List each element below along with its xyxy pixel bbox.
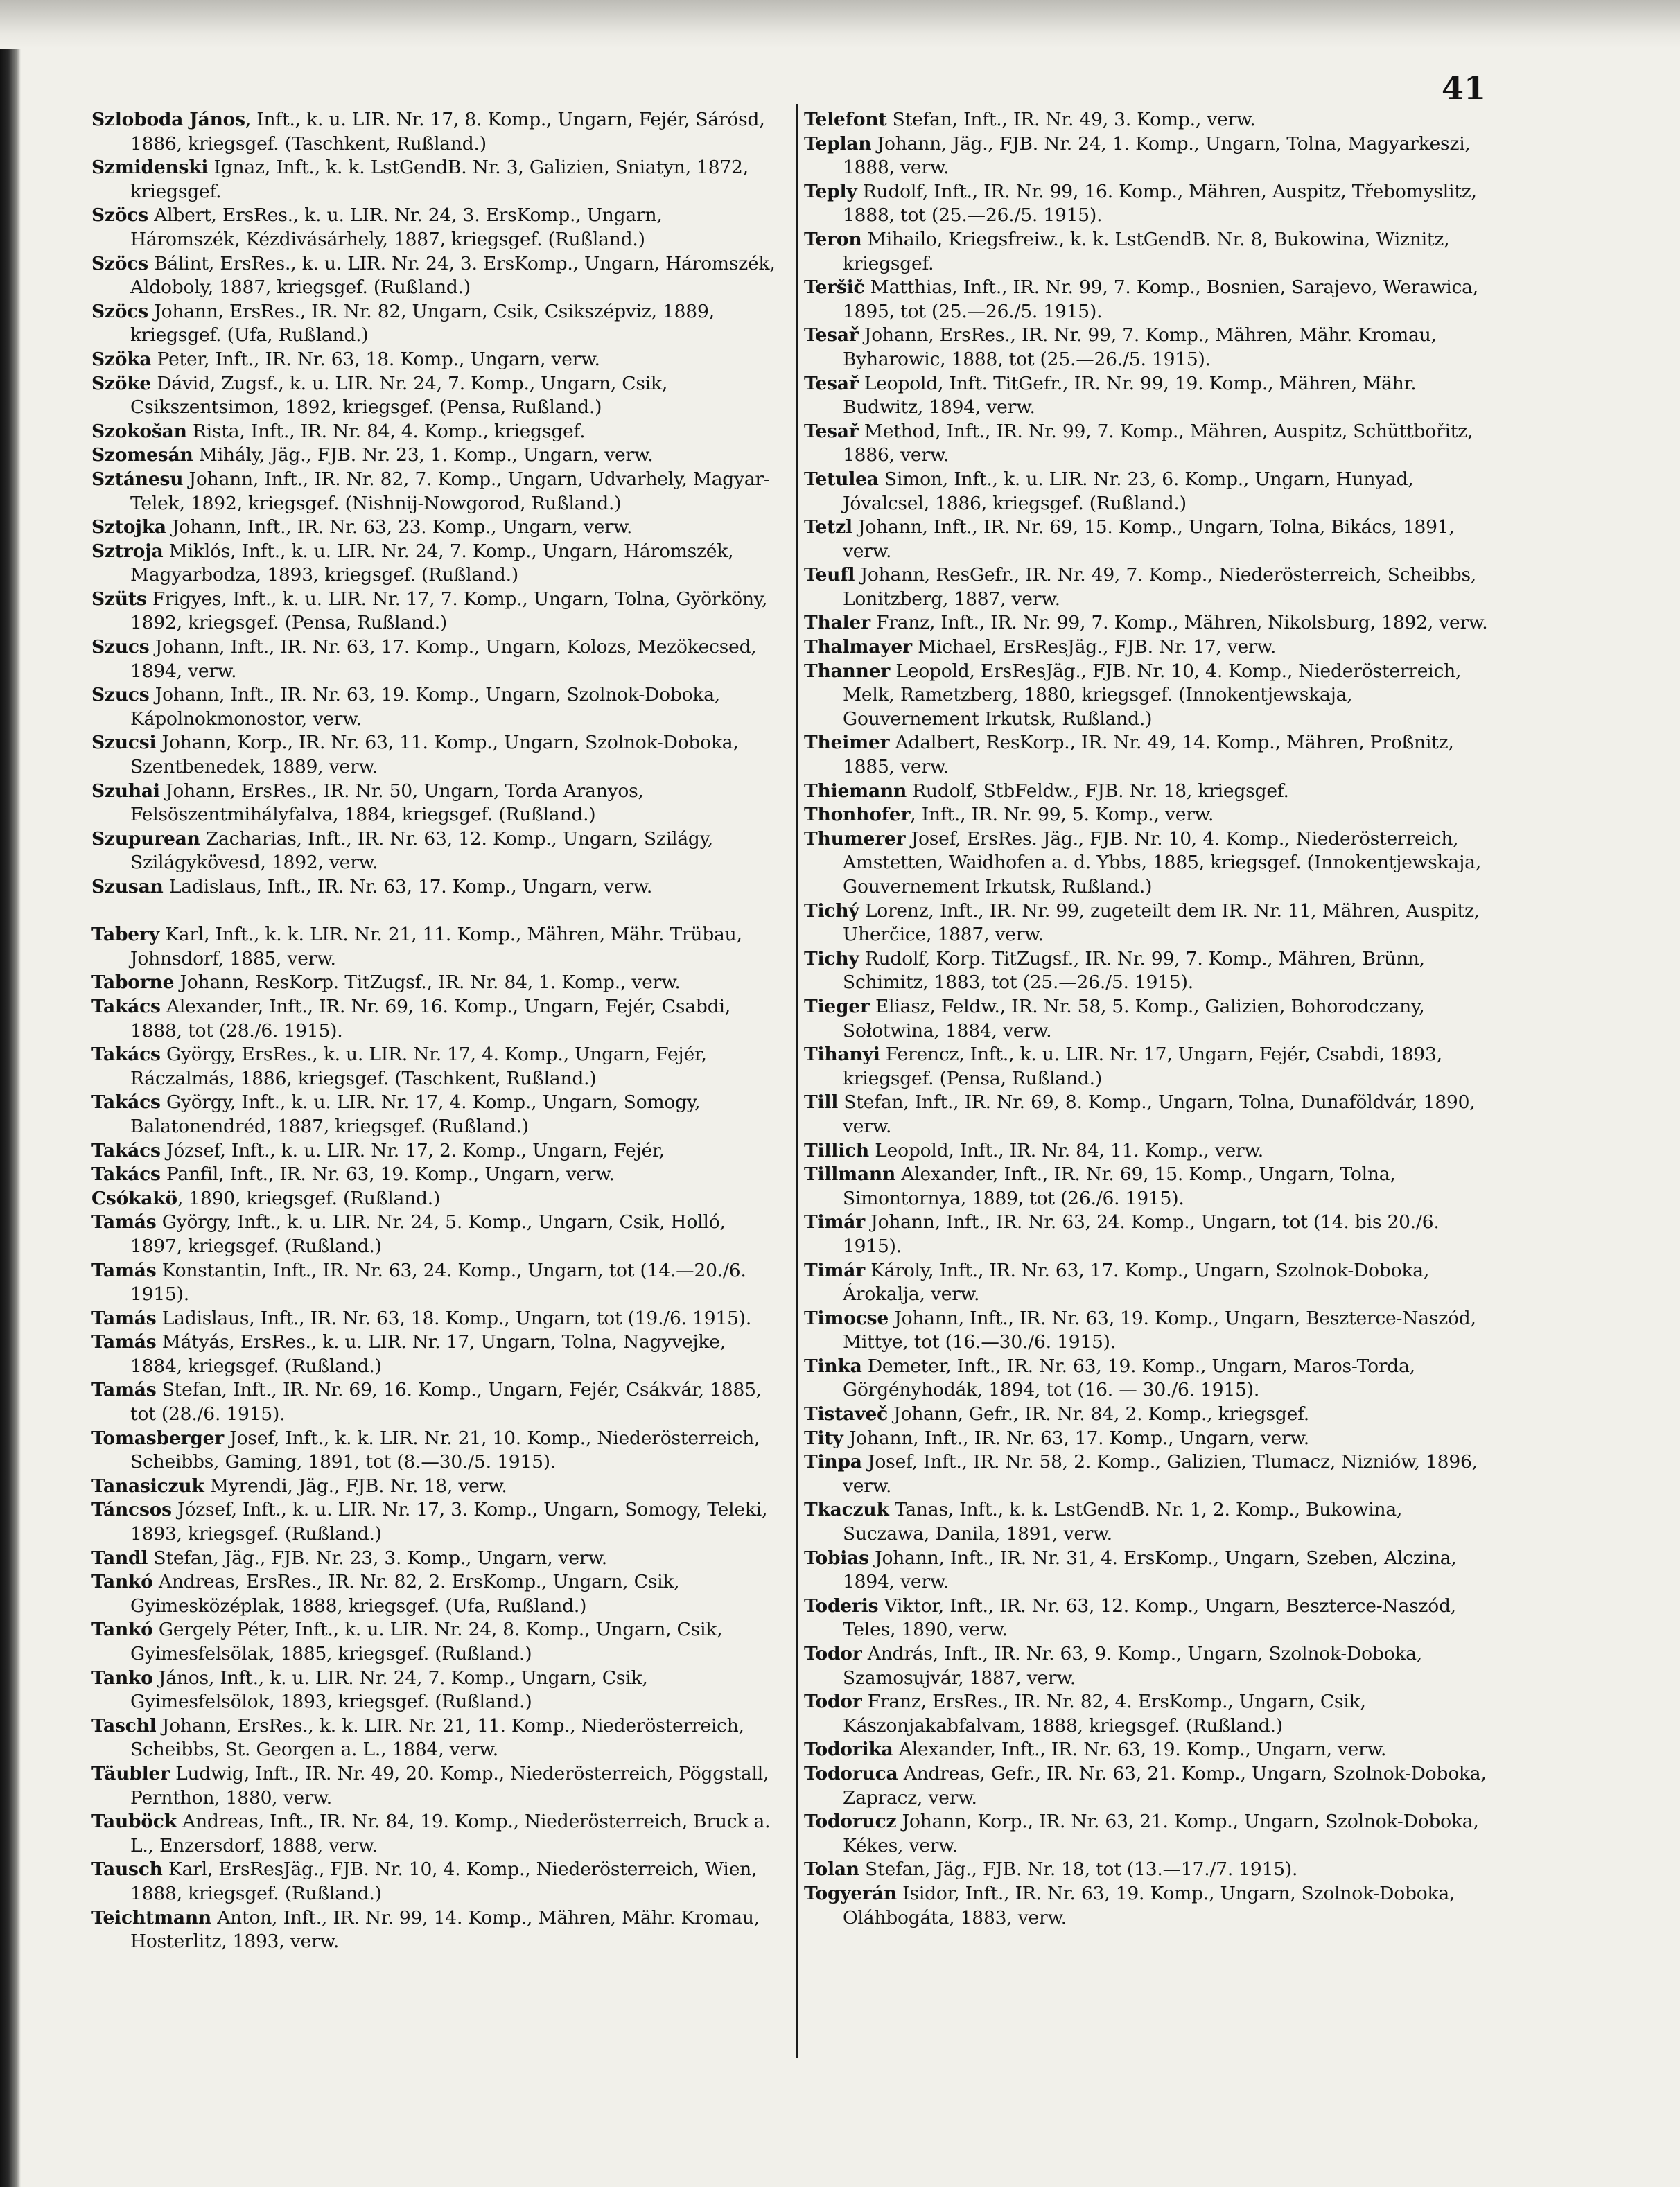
entry-details: Karl, Inft., k. k. LIR. Nr. 21, 11. Komp., Mähren, Mähr. Trübau, Johnsdorf, 1885, verw. — [130, 924, 742, 969]
entry-surname: Todorucz — [804, 1811, 897, 1833]
entry-surname: Takács — [91, 1044, 161, 1066]
entry-details: Viktor, Inft., IR. Nr. 63, 12. Komp., Ungarn, Beszterce-Naszód, Teles, 1890, verw. — [843, 1595, 1457, 1641]
entry-details: Johann, Inft., IR. Nr. 31, 4. ErsKomp., Ungarn, Szeben, Alczina, 1894, verw. — [843, 1547, 1457, 1593]
entry-details: Johann, Jäg., FJB. Nr. 24, 1. Komp., Ungarn, Tolna, Magyarkeszi, 1888, verw. — [843, 132, 1471, 179]
register-entry — [91, 252, 778, 300]
register-entry — [91, 1810, 778, 1858]
register-entry — [804, 731, 1490, 779]
register-entry — [91, 635, 778, 683]
entry-details: , Inft., IR. Nr. 99, 5. Komp., verw. — [910, 804, 1214, 826]
register-entry — [804, 947, 1490, 995]
entry-surname: Szupurean — [91, 827, 200, 850]
entry-surname: Teichtmann — [91, 1906, 211, 1929]
entry-surname: Thaler — [804, 612, 870, 634]
entry-surname: Toderis — [804, 1595, 879, 1617]
entry-surname: Teufl — [804, 564, 855, 586]
entry-details: Isidor, Inft., IR. Nr. 63, 19. Komp., Ungarn, Szolnok-Doboka, Oláhbogáta, 1883, verw. — [843, 1882, 1455, 1929]
entry-details: Myrendi, Jäg., FJB. Nr. 18, verw. — [204, 1475, 507, 1497]
register-entry — [91, 1163, 778, 1187]
entry-details: Leopold, Inft., IR. Nr. 84, 11. Komp., verw. — [869, 1139, 1264, 1161]
entry-surname: Szucs — [91, 636, 150, 658]
entry-surname: Tanasiczuk — [91, 1475, 204, 1497]
register-entry — [91, 516, 778, 540]
register-entry — [804, 1498, 1490, 1546]
register-entry — [804, 827, 1490, 899]
entry-details: György, ErsRes., k. u. LIR. Nr. 17, 4. Komp., Ungarn, Fejér, Ráczalmás, 1886, kriegsgef. (Taschkent, Rußland.) — [130, 1044, 707, 1089]
page-number: 41 — [1442, 69, 1487, 107]
entry-details: Josef, ErsRes. Jäg., FJB. Nr. 10, 4. Komp., Niederösterreich, Amstetten, Waidhofen a. d. Ybbs, 1885, kriegsgef. (Innokentjewskaja, Gouvernement Irkutsk, Rußland.) — [843, 827, 1481, 897]
entry-details: Rudolf, Korp. TitZugsf., IR. Nr. 99, 7. Komp., Mähren, Brünn, Schimitz, 1883, tot (25.—26./5. 1915). — [843, 947, 1426, 994]
entry-surname: Tamás — [91, 1379, 157, 1401]
entry-details: Alexander, Inft., IR. Nr. 69, 16. Komp., Ungarn, Fejér, Csabdi, 1888, tot (28./6. 1915). — [130, 995, 730, 1042]
entry-details: Rudolf, Inft., IR. Nr. 99, 16. Komp., Mähren, Auspitz, Třebomyslitz, 1888, tot (25.—26./5. 1915). — [843, 180, 1477, 227]
register-entry — [91, 1570, 778, 1618]
entry-surname: Tkaczuk — [804, 1499, 889, 1521]
register-entry — [91, 300, 778, 348]
page-binding-shadow — [0, 0, 21, 2187]
entry-surname: Todorika — [804, 1739, 893, 1761]
entry-details: Andreas, Inft., IR. Nr. 84, 19. Komp., Niederösterreich, Bruck a. L., Enzersdorf, 1888, verw. — [130, 1811, 771, 1856]
entry-surname: Thiemann — [804, 780, 907, 802]
entry-details: Ludwig, Inft., IR. Nr. 49, 20. Komp., Niederösterreich, Pöggstall, Pernthon, 1880, verw. — [130, 1762, 769, 1809]
register-entry — [91, 1667, 778, 1714]
entry-surname: Tesař — [804, 372, 859, 394]
register-entry — [91, 1906, 778, 1954]
register-entry — [91, 1187, 778, 1211]
register-entry — [804, 108, 1490, 132]
page-top-shadow — [0, 0, 1680, 49]
entry-details: Miklós, Inft., k. u. LIR. Nr. 24, 7. Komp., Ungarn, Háromszék, Magyarbodza, 1893, kriegsgef. (Rußland.) — [130, 540, 734, 586]
register-entry — [91, 1762, 778, 1810]
entry-surname: Tichý — [804, 899, 859, 922]
entry-surname: Todor — [804, 1691, 862, 1713]
entry-details: Stefan, Inft., IR. Nr. 69, 8. Komp., Ungarn, Tolna, Dunaföldvár, 1890, verw. — [838, 1091, 1476, 1137]
entry-surname: Täubler — [91, 1762, 170, 1784]
entry-surname: Tanko — [91, 1667, 153, 1689]
entry-details: Michael, ErsResJäg., FJB. Nr. 17, verw. — [911, 636, 1277, 658]
entry-surname: Teron — [804, 228, 862, 250]
column-divider — [796, 104, 798, 2058]
entry-details: Johann, Inft., IR. Nr. 63, 19. Komp., Ungarn, Beszterce-Naszód, Mittye, tot (16.—30./6. 1915). — [843, 1307, 1476, 1353]
entry-details: Johann, Korp., IR. Nr. 63, 11. Komp., Ungarn, Szolnok-Doboka, Szentbenedek, 1889, verw. — [130, 732, 739, 778]
entry-details: György, Inft., k. u. LIR. Nr. 24, 5. Komp., Ungarn, Csik, Holló, 1897, kriegsgef. (Rußland.) — [130, 1211, 726, 1257]
register-entry — [91, 1475, 778, 1499]
register-entry — [91, 995, 778, 1043]
entry-surname: Szloboda János — [91, 109, 245, 130]
entry-surname: Szüts — [91, 588, 147, 610]
register-entry — [804, 420, 1490, 468]
register-entry — [91, 875, 778, 899]
register-entry — [91, 827, 778, 875]
entry-surname: Sztánesu — [91, 468, 184, 490]
register-entry — [804, 1738, 1490, 1762]
register-entry — [91, 1427, 778, 1475]
register-entry — [804, 1403, 1490, 1427]
register-entry — [804, 1810, 1490, 1858]
entry-surname: Tesař — [804, 420, 859, 442]
entry-surname: Tillich — [804, 1139, 869, 1161]
entry-details: Ladislaus, Inft., IR. Nr. 63, 17. Komp., Ungarn, verw. — [163, 876, 653, 897]
register-entry — [91, 1547, 778, 1571]
entry-details: Josef, Inft., IR. Nr. 58, 2. Komp., Galizien, Tlumacz, Nizniów, 1896, verw. — [843, 1451, 1478, 1497]
register-entry — [91, 468, 778, 516]
entry-surname: Szöcs — [91, 252, 148, 274]
entry-surname: Szucs — [91, 684, 150, 706]
entry-surname: Takács — [91, 995, 161, 1017]
entry-details: Andreas, ErsRes., IR. Nr. 82, 2. ErsKomp., Ungarn, Csik, Gyimesközéplak, 1888, kriegsgef. (Ufa, Rußland.) — [130, 1571, 680, 1617]
entry-surname: Tieger — [804, 995, 870, 1017]
register-entry — [804, 635, 1490, 660]
entry-details: Karl, ErsResJäg., FJB. Nr. 10, 4. Komp., Niederösterreich, Wien, 1888, kriegsgef. (Rußland.) — [130, 1859, 758, 1904]
register-entry — [804, 1259, 1490, 1307]
register-entry — [804, 132, 1490, 180]
entry-details: Lorenz, Inft., IR. Nr. 99, zugeteilt dem IR. Nr. 11, Mähren, Auspitz, Uherčice, 1887, verw. — [843, 899, 1480, 946]
entry-details: Peter, Inft., IR. Nr. 63, 18. Komp., Ungarn, verw. — [151, 348, 600, 370]
entry-surname: Tistaveč — [804, 1403, 888, 1425]
entry-surname: Szusan — [91, 876, 164, 897]
entry-details: Leopold, Inft. TitGefr., IR. Nr. 99, 19. Komp., Mähren, Mähr. Budwitz, 1894, verw. — [843, 372, 1417, 419]
register-entry — [91, 683, 778, 731]
register-entry — [804, 1642, 1490, 1690]
entry-surname: Tobias — [804, 1547, 869, 1569]
register-entry — [804, 1882, 1490, 1930]
register-entry — [91, 204, 778, 252]
register-entry — [804, 516, 1490, 563]
entry-surname: Todoruca — [804, 1762, 898, 1784]
entry-details: József, Inft., k. u. LIR. Nr. 17, 3. Komp., Ungarn, Somogy, Teleki, 1893, kriegsgef. (Rußland.) — [130, 1499, 768, 1545]
register-entry — [91, 1330, 778, 1378]
entry-details: Adalbert, ResKorp., IR. Nr. 49, 14. Komp., Mähren, Proßnitz, 1885, verw. — [843, 732, 1454, 778]
register-entry — [804, 324, 1490, 371]
entry-surname: Taschl — [91, 1714, 157, 1737]
entry-details: Johann, ErsRes., k. k. LIR. Nr. 21, 11. Komp., Niederösterreich, Scheibbs, St. Georgen a. L., 1884, verw. — [130, 1714, 744, 1761]
entry-surname: Till — [804, 1091, 839, 1114]
entry-surname: Tihanyi — [804, 1044, 880, 1066]
entry-details: János, Inft., k. u. LIR. Nr. 24, 7. Komp., Ungarn, Csik, Gyimesfelsölok, 1893, kriegsgef. (Rußland.) — [130, 1667, 648, 1713]
entry-details: Albert, ErsRes., k. u. LIR. Nr. 24, 3. ErsKomp., Ungarn, Háromszék, Kézdivásárhely, 1887, kriegsgef. (Rußland.) — [130, 204, 663, 250]
entry-details: Johann, Inft., IR. Nr. 63, 17. Komp., Ungarn, verw. — [843, 1427, 1309, 1449]
entry-details: Leopold, ErsResJäg., FJB. Nr. 10, 4. Komp., Niederösterreich, Melk, Rametzberg, 1880, kriegsgef. (Innokentjewskaja, Gouvernement Irkutsk, Rußland.) — [843, 660, 1462, 730]
register-entry — [91, 540, 778, 588]
entry-details: Tanas, Inft., k. k. LstGendB. Nr. 1, 2. Komp., Bukowina, Suczawa, Danila, 1891, verw. — [843, 1499, 1403, 1545]
entry-details: Mihály, Jäg., FJB. Nr. 23, 1. Komp., Ungarn, verw. — [193, 444, 654, 466]
entry-details: Demeter, Inft., IR. Nr. 63, 19. Komp., Ungarn, Maros-Torda, Görgényhodák, 1894, tot (16. — 30./6. 1915). — [843, 1355, 1415, 1401]
entry-details: Bálint, ErsRes., k. u. LIR. Nr. 24, 3. ErsKomp., Ungarn, Háromszék, Aldoboly, 1887, kriegsgef. (Rußland.) — [130, 252, 776, 299]
register-entry — [804, 1595, 1490, 1642]
entry-details: Johann, ErsRes., IR. Nr. 82, Ungarn, Csik, Csikszépviz, 1889, kriegsgef. (Ufa, Rußland.) — [130, 300, 715, 346]
register-entry — [804, 780, 1490, 804]
register-entry — [804, 1307, 1490, 1355]
entry-details: Johann, ErsRes., IR. Nr. 99, 7. Komp., Mähren, Mähr. Kromau, Byharowic, 1888, tot (25.—26./5. 1915). — [843, 324, 1437, 370]
entry-details: Johann, Gefr., IR. Nr. 84, 2. Komp., kriegsgef. — [887, 1403, 1309, 1425]
entry-details: Alexander, Inft., IR. Nr. 69, 15. Komp., Ungarn, Tolna, Simontornya, 1889, tot (26./6. 1915). — [843, 1163, 1396, 1209]
register-entry — [91, 1618, 778, 1666]
entry-details: Johann, Inft., IR. Nr. 63, 17. Komp., Ungarn, Kolozs, Mezökecsed, 1894, verw. — [130, 636, 757, 682]
register-entry — [91, 372, 778, 420]
entry-surname: Szöcs — [91, 300, 148, 322]
register-entry — [804, 803, 1490, 827]
register-entry — [804, 372, 1490, 420]
register-entry — [91, 1211, 778, 1258]
entry-details: Ferencz, Inft., k. u. LIR. Nr. 17, Ungarn, Fejér, Csabdi, 1893, kriegsgef. (Pensa, Rußland.) — [843, 1044, 1442, 1089]
entry-surname: Tamás — [91, 1307, 157, 1329]
entry-surname: Táncsos — [91, 1499, 172, 1521]
register-entry — [91, 348, 778, 372]
register-entry — [804, 1355, 1490, 1403]
entry-surname: Tolan — [804, 1859, 859, 1881]
left-column — [91, 108, 778, 1954]
entry-details: , Inft., k. u. LIR. Nr. 17, 8. Komp., Ungarn, Fejér, Sárósd, 1886, kriegsgef. (Taschkent, Rußland.) — [130, 109, 765, 155]
register-entry — [91, 108, 778, 156]
register-entry — [804, 1091, 1490, 1139]
register-entry — [804, 1762, 1490, 1810]
entry-details: Dávid, Zugsf., k. u. LIR. Nr. 24, 7. Komp., Ungarn, Csik, Csikszentsimon, 1892, kriegsgef. (Pensa, Rußland.) — [130, 372, 668, 419]
entry-surname: Timár — [804, 1211, 865, 1233]
register-entry — [804, 1139, 1490, 1163]
entry-details: Johann, Inft., IR. Nr. 63, 23. Komp., Ungarn, verw. — [166, 516, 633, 538]
entry-details: Eliasz, Feldw., IR. Nr. 58, 5. Komp., Galizien, Bohorodczany, Sołotwina, 1884, verw. — [843, 995, 1425, 1042]
register-entry — [91, 780, 778, 827]
entry-details: Johann, ErsRes., IR. Nr. 50, Ungarn, Torda Aranyos, Felsöszentmihályfalva, 1884, kriegsgef. (Rußland.) — [130, 780, 644, 826]
entry-surname: Szokošan — [91, 420, 187, 442]
entry-details: Johann, Korp., IR. Nr. 63, 21. Komp., Ungarn, Szolnok-Doboka, Kékes, verw. — [843, 1811, 1479, 1856]
register-entry — [804, 1858, 1490, 1882]
entry-details: Konstantin, Inft., IR. Nr. 63, 24. Komp., Ungarn, tot (14.—20./6. 1915). — [130, 1259, 746, 1306]
entry-surname: Tichy — [804, 947, 859, 969]
entry-surname: Tetulea — [804, 468, 879, 490]
register-entry — [804, 1450, 1490, 1498]
entry-details: Panfil, Inft., IR. Nr. 63, 19. Komp., Ungarn, verw. — [160, 1163, 615, 1186]
entry-details: Stefan, Jäg., FJB. Nr. 23, 3. Komp., Ungarn, verw. — [148, 1547, 607, 1569]
entry-surname: Teply — [804, 180, 857, 202]
entry-surname: Thanner — [804, 660, 891, 682]
entry-surname: Tamás — [91, 1259, 157, 1281]
entry-surname: Szmidenski — [91, 157, 209, 179]
register-entry — [804, 1690, 1490, 1738]
register-entry — [91, 971, 778, 995]
register-entry — [91, 443, 778, 468]
register-entry — [91, 1858, 778, 1906]
register-entry — [804, 995, 1490, 1043]
entry-surname: Thonhofer — [804, 804, 911, 826]
entry-surname: Tillmann — [804, 1163, 896, 1186]
entry-details: Josef, Inft., k. k. LIR. Nr. 21, 10. Komp., Niederösterreich, Scheibbs, Gaming, 1891, tot (8.—30./5. 1915). — [130, 1427, 760, 1473]
entry-details: Alexander, Inft., IR. Nr. 63, 19. Komp., Ungarn, verw. — [893, 1739, 1387, 1761]
entry-details: Johann, Inft., IR. Nr. 82, 7. Komp., Ungarn, Udvarhely, Magyar-Telek, 1892, kriegsgef. (Nishnij-Nowgorod, Rußland.) — [130, 468, 770, 514]
register-entry — [804, 1211, 1490, 1258]
entry-surname: Teršič — [804, 276, 865, 299]
entry-gap — [91, 899, 778, 924]
register-entry — [91, 1139, 778, 1163]
entry-surname: Timár — [804, 1259, 865, 1281]
entry-surname: Szucsi — [91, 732, 157, 754]
entry-surname: Takács — [91, 1091, 161, 1114]
entry-surname: Tinpa — [804, 1451, 862, 1473]
entry-details: Károly, Inft., IR. Nr. 63, 17. Komp., Ungarn, Szolnok-Doboka, Árokalja, verw. — [843, 1259, 1430, 1306]
entry-details: Gergely Péter, Inft., k. u. LIR. Nr. 24, 8. Komp., Ungarn, Csik, Gyimesfelsölak, 1885, kriegsgef. (Rußland.) — [130, 1619, 723, 1665]
entry-surname: Takács — [91, 1163, 161, 1186]
entry-surname: Togyerán — [804, 1882, 897, 1904]
entry-details: Johann, ResGefr., IR. Nr. 49, 7. Komp., Niederösterreich, Scheibbs, Lonitzberg, 1887, verw. — [843, 564, 1477, 610]
entry-surname: Thalmayer — [804, 636, 912, 658]
entry-details: Mihailo, Kriegsfreiw., k. k. LstGendB. Nr. 8, Bukowina, Wiznitz, kriegsgef. — [843, 228, 1450, 274]
entry-surname: Tandl — [91, 1547, 148, 1569]
entry-surname: Tinka — [804, 1355, 862, 1377]
entry-details: Andreas, Gefr., IR. Nr. 63, 21. Komp., Ungarn, Szolnok-Doboka, Zapracz, verw. — [843, 1762, 1487, 1809]
entry-details: József, Inft., k. u. LIR. Nr. 17, 2. Komp., Ungarn, Fejér, — [160, 1139, 665, 1161]
entry-details: Franz, Inft., IR. Nr. 99, 7. Komp., Mähren, Nikolsburg, 1892, verw. — [870, 612, 1488, 634]
register-entry — [804, 468, 1490, 516]
entry-details: Mátyás, ErsRes., k. u. LIR. Nr. 17, Ungarn, Tolna, Nagyvejke, 1884, kriegsgef. (Rußland.) — [130, 1331, 726, 1377]
entry-surname: Tity — [804, 1427, 843, 1449]
entry-surname: Telefont — [804, 109, 887, 130]
entry-details: Frigyes, Inft., k. u. LIR. Nr. 17, 7. Komp., Ungarn, Tolna, Györköny, 1892, kriegsgef. (Pensa, Rußland.) — [130, 588, 768, 634]
entry-details: Simon, Inft., k. u. LIR. Nr. 23, 6. Komp., Ungarn, Hunyad, Jóvalcsel, 1886, kriegsgef. (Rußland.) — [843, 468, 1414, 514]
register-entry — [91, 1714, 778, 1762]
entry-details: András, Inft., IR. Nr. 63, 9. Komp., Ungarn, Szolnok-Doboka, Szamosujvár, 1887, verw. — [843, 1643, 1423, 1689]
entry-surname: Tetzl — [804, 516, 852, 538]
register-entry — [804, 228, 1490, 276]
entry-surname: Tabery — [91, 924, 159, 946]
register-entry — [91, 420, 778, 444]
register-entry — [804, 611, 1490, 635]
entry-surname: Szuhai — [91, 780, 160, 802]
register-entry — [804, 1163, 1490, 1211]
right-column — [804, 108, 1490, 1930]
register-entry — [91, 1498, 778, 1546]
entry-details: Johann, Inft., IR. Nr. 69, 15. Komp., Ungarn, Tolna, Bikács, 1891, verw. — [843, 516, 1455, 562]
register-entry — [804, 660, 1490, 732]
register-entry — [91, 1043, 778, 1091]
register-entry — [804, 899, 1490, 947]
register-entry — [91, 923, 778, 971]
entry-surname: Teplan — [804, 132, 872, 155]
register-entry — [91, 1091, 778, 1139]
register-entry — [804, 1427, 1490, 1451]
entry-details: Rudolf, StbFeldw., FJB. Nr. 18, kriegsgef. — [907, 780, 1289, 802]
entry-surname: Tesař — [804, 324, 859, 346]
entry-details: Johann, ResKorp. TitZugsf., IR. Nr. 84, 1. Komp., verw. — [174, 972, 681, 994]
entry-details: Rista, Inft., IR. Nr. 84, 4. Komp., kriegsgef. — [186, 420, 586, 442]
register-entry — [91, 1378, 778, 1426]
entry-surname: Takács — [91, 1139, 161, 1161]
register-entry — [804, 563, 1490, 611]
register-entry — [804, 180, 1490, 228]
entry-surname: Tamás — [91, 1331, 157, 1353]
entry-surname: Tamás — [91, 1211, 157, 1233]
entry-surname: Todor — [804, 1643, 862, 1665]
entry-surname: Szomesán — [91, 444, 193, 466]
entry-surname: Theimer — [804, 732, 890, 754]
entry-surname: Sztojka — [91, 516, 166, 538]
entry-details: Ladislaus, Inft., IR. Nr. 63, 18. Komp., Ungarn, tot (19./6. 1915). — [156, 1307, 752, 1329]
register-entry — [91, 1259, 778, 1307]
entry-surname: Tauböck — [91, 1811, 177, 1833]
register-entry — [804, 1547, 1490, 1595]
register-entry — [91, 156, 778, 204]
entry-surname: Taborne — [91, 972, 175, 994]
register-entry — [91, 588, 778, 635]
entry-details: Anton, Inft., IR. Nr. 99, 14. Komp., Mähren, Mähr. Kromau, Hosterlitz, 1893, verw. — [130, 1906, 760, 1953]
entry-details: Matthias, Inft., IR. Nr. 99, 7. Komp., Bosnien, Sarajevo, Werawica, 1895, tot (25.—26./5. 1915). — [843, 276, 1478, 322]
entry-details: Ignaz, Inft., k. k. LstGendB. Nr. 3, Galizien, Sniatyn, 1872, kriegsgef. — [130, 157, 749, 202]
entry-surname: Thumerer — [804, 827, 906, 850]
entry-details: Stefan, Jäg., FJB. Nr. 18, tot (13.—17./7. 1915). — [859, 1859, 1298, 1881]
entry-details: Johann, Inft., IR. Nr. 63, 24. Komp., Ungarn, tot (14. bis 20./6. 1915). — [843, 1211, 1440, 1257]
entry-surname: Tankó — [91, 1571, 153, 1593]
entry-details: Franz, ErsRes., IR. Nr. 82, 4. ErsKomp., Ungarn, Csik, Kászonjakabfalvam, 1888, kriegsgef. (Rußland.) — [843, 1691, 1366, 1737]
entry-surname: Csókakö — [91, 1187, 177, 1209]
register-entry — [804, 1043, 1490, 1091]
entry-surname: Tomasberger — [91, 1427, 224, 1449]
register-entry — [91, 1307, 778, 1331]
register-entry — [91, 731, 778, 779]
entry-surname: Timocse — [804, 1307, 889, 1329]
entry-details: Zacharias, Inft., IR. Nr. 63, 12. Komp., Ungarn, Szilágy, Szilágykövesd, 1892, verw. — [130, 827, 714, 874]
entry-surname: Szöke — [91, 372, 152, 394]
entry-surname: Tankó — [91, 1619, 153, 1641]
entry-details: Johann, Inft., IR. Nr. 63, 19. Komp., Ungarn, Szolnok-Doboka, Kápolnokmonostor, verw. — [130, 684, 721, 730]
entry-details: , 1890, kriegsgef. (Rußland.) — [177, 1187, 441, 1209]
entry-details: Stefan, Inft., IR. Nr. 49, 3. Komp., verw. — [886, 109, 1256, 130]
entry-surname: Szöka — [91, 348, 152, 370]
register-entry — [804, 276, 1490, 324]
entry-surname: Szöcs — [91, 204, 148, 227]
entry-details: Stefan, Inft., IR. Nr. 69, 16. Komp., Ungarn, Fejér, Csákvár, 1885, tot (28./6. 1915). — [130, 1379, 762, 1425]
entry-details: Method, Inft., IR. Nr. 99, 7. Komp., Mähren, Auspitz, Schüttbořitz, 1886, verw. — [843, 420, 1473, 466]
entry-surname: Tausch — [91, 1859, 163, 1881]
entry-details: György, Inft., k. u. LIR. Nr. 17, 4. Komp., Ungarn, Somogy, Balatonendréd, 1887, kriegsgef. (Rußland.) — [130, 1091, 701, 1137]
entry-surname: Sztroja — [91, 540, 164, 562]
